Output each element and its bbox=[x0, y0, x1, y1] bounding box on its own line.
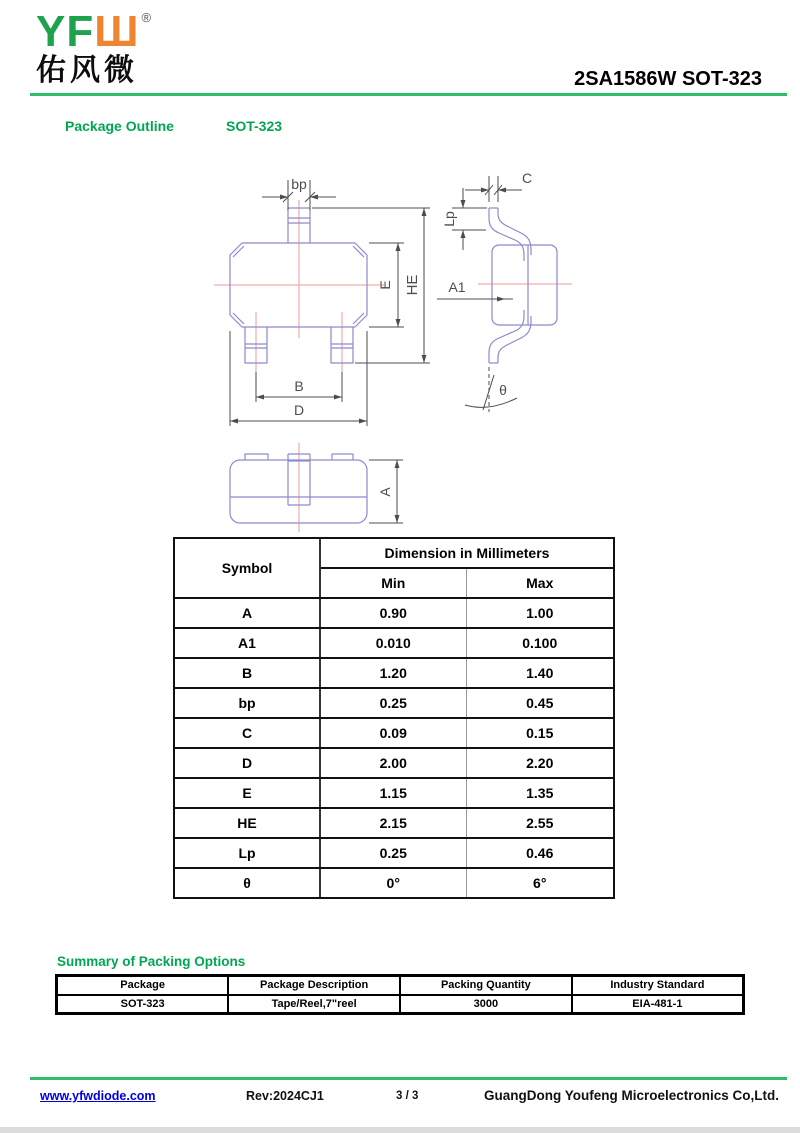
dim-max-cell: 1.00 bbox=[466, 598, 614, 628]
company-name: GuangDong Youfeng Microelectronics Co,Ltd. bbox=[484, 1088, 780, 1103]
dim-max-cell: 0.100 bbox=[466, 628, 614, 658]
dim-min-cell: 2.15 bbox=[320, 808, 466, 838]
dim-min-cell: 0.90 bbox=[320, 598, 466, 628]
dim-table-row bbox=[174, 628, 614, 658]
bottom-view bbox=[230, 443, 403, 532]
dim-symbol-cell: B bbox=[174, 658, 320, 688]
dim-table-row bbox=[174, 718, 614, 748]
dim-symbol-cell: Lp bbox=[174, 838, 320, 868]
section-title: Package Outline bbox=[65, 118, 174, 134]
dim-symbol-cell: HE bbox=[174, 808, 320, 838]
dim-table-row bbox=[174, 748, 614, 778]
logo-yf-text: YF bbox=[36, 7, 95, 56]
dim-symbol-cell: A bbox=[174, 598, 320, 628]
dim-max-cell: 6° bbox=[466, 868, 614, 898]
packing-cell: SOT-323 bbox=[57, 995, 229, 1014]
dim-min-cell: 2.00 bbox=[320, 748, 466, 778]
packing-options-table bbox=[55, 974, 745, 1015]
logo-w-glyph: Ш bbox=[94, 7, 140, 56]
dim-label-a1: A1 bbox=[448, 279, 466, 295]
packing-header-standard: Industry Standard bbox=[572, 976, 744, 995]
packing-header-description: Package Description bbox=[228, 976, 400, 995]
dim-header-row-1 bbox=[174, 538, 614, 568]
page-bottom-edge bbox=[0, 1127, 800, 1133]
dim-symbol-cell: θ bbox=[174, 868, 320, 898]
logo-chinese-text: 佑风微 bbox=[36, 54, 138, 87]
dim-table-row bbox=[174, 598, 614, 628]
dim-label-b: B bbox=[294, 378, 304, 394]
section-package-name: SOT-323 bbox=[226, 118, 283, 134]
dim-table-row bbox=[174, 838, 614, 868]
dim-min-cell: 0.09 bbox=[320, 718, 466, 748]
dim-table-row bbox=[174, 808, 614, 838]
dimensions-table bbox=[173, 537, 615, 899]
dim-table-row bbox=[174, 658, 614, 688]
package-outline-drawing bbox=[0, 160, 800, 540]
packing-cell: 3000 bbox=[400, 995, 572, 1014]
dim-header-min: Min bbox=[320, 568, 466, 598]
dim-header-symbol: Symbol bbox=[174, 538, 320, 598]
dim-label-d: D bbox=[293, 402, 305, 418]
dim-max-cell: 0.15 bbox=[466, 718, 614, 748]
dim-symbol-cell: A1 bbox=[174, 628, 320, 658]
dim-symbol-cell: bp bbox=[174, 688, 320, 718]
dim-table-row bbox=[174, 688, 614, 718]
dim-max-cell: 2.20 bbox=[466, 748, 614, 778]
dim-min-cell: 0° bbox=[320, 868, 466, 898]
packing-table-body bbox=[57, 995, 744, 1014]
website-link[interactable]: www.yfwdiode.com bbox=[40, 1089, 156, 1103]
brand-logo bbox=[36, 7, 153, 87]
dim-max-cell: 2.55 bbox=[466, 808, 614, 838]
dim-max-cell: 0.45 bbox=[466, 688, 614, 718]
packing-table-row bbox=[57, 995, 744, 1014]
revision-label: Rev:2024CJ1 bbox=[246, 1089, 324, 1103]
dim-symbol-cell: E bbox=[174, 778, 320, 808]
dim-table-row bbox=[174, 868, 614, 898]
dim-min-cell: 1.15 bbox=[320, 778, 466, 808]
packing-cell: Tape/Reel,7"reel bbox=[228, 995, 400, 1014]
dim-table-body bbox=[174, 598, 614, 898]
dim-min-cell: 0.25 bbox=[320, 838, 466, 868]
dim-symbol-cell: D bbox=[174, 748, 320, 778]
dim-header-max: Max bbox=[466, 568, 614, 598]
dim-min-cell: 0.010 bbox=[320, 628, 466, 658]
header-divider bbox=[30, 93, 787, 96]
dim-label-bp: bp bbox=[291, 176, 307, 192]
side-view bbox=[437, 170, 572, 412]
dim-min-cell: 1.20 bbox=[320, 658, 466, 688]
dim-label-he: HE bbox=[404, 274, 421, 296]
packing-options-title: Summary of Packing Options bbox=[57, 954, 246, 969]
footer-divider bbox=[30, 1077, 787, 1080]
dim-label-theta: θ bbox=[499, 382, 507, 398]
page-title: 2SA1586W SOT-323 bbox=[574, 68, 762, 90]
dim-table-row bbox=[174, 778, 614, 808]
packing-header-package: Package bbox=[57, 976, 229, 995]
packing-header-quantity: Packing Quantity bbox=[400, 976, 572, 995]
dim-label-lp: Lp bbox=[441, 211, 457, 227]
packing-header-row bbox=[57, 976, 744, 995]
dim-label-e: E bbox=[377, 280, 393, 290]
packing-cell: EIA-481-1 bbox=[572, 995, 744, 1014]
registered-mark-icon: ® bbox=[141, 10, 153, 25]
page-number: 3 / 3 bbox=[396, 1090, 419, 1102]
dim-max-cell: 0.46 bbox=[466, 838, 614, 868]
dim-min-cell: 0.25 bbox=[320, 688, 466, 718]
dim-label-a: A bbox=[377, 487, 393, 497]
logo-wordmark bbox=[36, 7, 153, 56]
dim-max-cell: 1.35 bbox=[466, 778, 614, 808]
front-view bbox=[214, 176, 430, 426]
dim-header-group: Dimension in Millimeters bbox=[320, 538, 614, 568]
dim-symbol-cell: C bbox=[174, 718, 320, 748]
dim-max-cell: 1.40 bbox=[466, 658, 614, 688]
dim-label-c: C bbox=[521, 170, 533, 186]
